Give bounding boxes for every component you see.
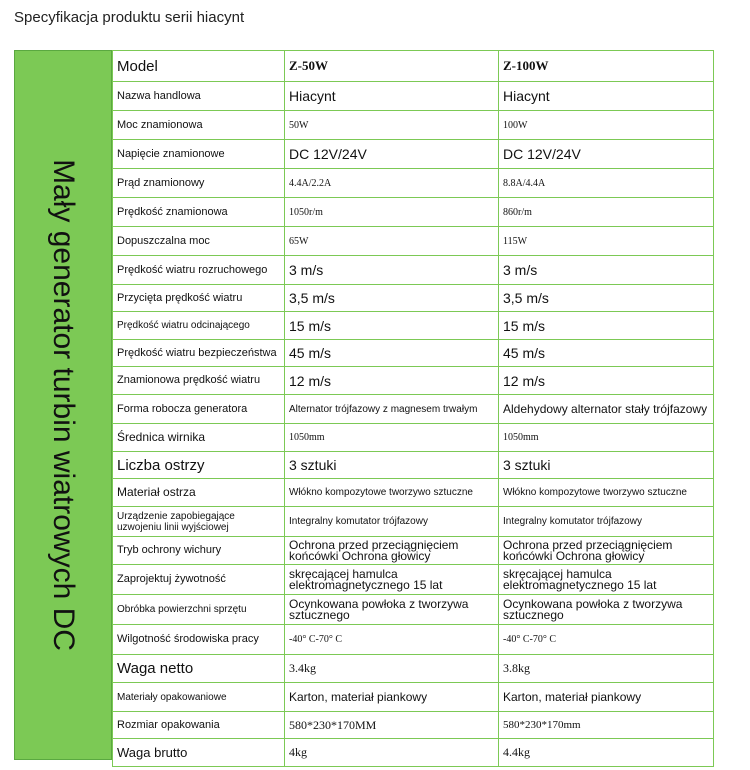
table-row xyxy=(113,565,714,595)
row-value-1: Alternator trójfazowy z magnesem trwałym xyxy=(285,395,499,424)
row-label: Tryb ochrony wichury xyxy=(113,537,285,565)
row-value-2: Integralny komutator trójfazowy xyxy=(499,507,714,537)
row-value-2: 3,5 m/s xyxy=(499,285,714,312)
row-value-2: 4.4kg xyxy=(499,739,714,767)
header-label: Model xyxy=(113,51,285,82)
row-value-2: Ocynkowana powłoka z tworzywa sztucznego xyxy=(499,595,714,625)
row-label: Moc znamionowa xyxy=(113,111,285,140)
row-label: Dopuszczalna moc xyxy=(113,227,285,256)
row-value-1: 45 m/s xyxy=(285,340,499,367)
table-row xyxy=(113,227,714,256)
row-label: Znamionowa prędkość wiatru xyxy=(113,367,285,395)
header-col1: Z-50W xyxy=(285,51,499,82)
row-value-2: 12 m/s xyxy=(499,367,714,395)
table-row xyxy=(113,739,714,767)
row-value-2: skręcającej hamulca elektromagnetycznego 15 lat xyxy=(499,565,714,595)
row-value-1: 4kg xyxy=(285,739,499,767)
table-row xyxy=(113,285,714,312)
row-value-2: 1050mm xyxy=(499,424,714,452)
row-value-1: 50W xyxy=(285,111,499,140)
row-value-1: Ocynkowana powłoka z tworzywa sztucznego xyxy=(285,595,499,625)
row-value-1: 3.4kg xyxy=(285,655,499,683)
row-value-2: Włókno kompozytowe tworzywo sztuczne xyxy=(499,479,714,507)
row-value-2: 860r/m xyxy=(499,198,714,227)
row-value-1: 580*230*170MM xyxy=(285,712,499,739)
table-row xyxy=(113,367,714,395)
row-value-2: 3.8kg xyxy=(499,655,714,683)
row-label: Zaprojektuj żywotność xyxy=(113,565,285,595)
row-value-2: 8.8A/4.4A xyxy=(499,169,714,198)
row-label: Obróbka powierzchni sprzętu xyxy=(113,595,285,625)
row-value-1: 3 m/s xyxy=(285,256,499,285)
table-row xyxy=(113,537,714,565)
row-label: Prąd znamionowy xyxy=(113,169,285,198)
row-label: Prędkość wiatru rozruchowego xyxy=(113,256,285,285)
row-value-2: 15 m/s xyxy=(499,312,714,340)
row-value-1: 12 m/s xyxy=(285,367,499,395)
row-value-2: 3 m/s xyxy=(499,256,714,285)
row-value-2: Hiacynt xyxy=(499,82,714,111)
row-value-2: -40° C-70° C xyxy=(499,625,714,655)
table-row xyxy=(113,169,714,198)
row-value-2: 100W xyxy=(499,111,714,140)
row-value-1: 15 m/s xyxy=(285,312,499,340)
row-value-1: 65W xyxy=(285,227,499,256)
row-label: Liczba ostrzy xyxy=(113,452,285,479)
row-value-1: 4.4A/2.2A xyxy=(285,169,499,198)
table-row xyxy=(113,256,714,285)
row-value-1: 3,5 m/s xyxy=(285,285,499,312)
table-row xyxy=(113,312,714,340)
row-value-2: 115W xyxy=(499,227,714,256)
table-row xyxy=(113,395,714,424)
side-banner-text: Mały generator turbin wiatrowych DC xyxy=(47,159,80,651)
row-label: Forma robocza generatora xyxy=(113,395,285,424)
row-value-2: DC 12V/24V xyxy=(499,140,714,169)
table-row xyxy=(113,479,714,507)
row-value-2: Karton, materiał piankowy xyxy=(499,683,714,712)
row-value-1: Włókno kompozytowe tworzywo sztuczne xyxy=(285,479,499,507)
table-row xyxy=(113,595,714,625)
row-value-1: Karton, materiał piankowy xyxy=(285,683,499,712)
table-row xyxy=(113,82,714,111)
row-label: Prędkość wiatru odcinającego xyxy=(113,312,285,340)
table-header-row xyxy=(113,51,714,82)
row-value-2: 45 m/s xyxy=(499,340,714,367)
row-label: Materiały opakowaniowe xyxy=(113,683,285,712)
table-row xyxy=(113,424,714,452)
row-value-1: Hiacynt xyxy=(285,82,499,111)
row-label: Prędkość wiatru bezpieczeństwa xyxy=(113,340,285,367)
row-value-2: 580*230*170mm xyxy=(499,712,714,739)
table-row xyxy=(113,507,714,537)
row-value-1: skręcającej hamulca elektromagnetycznego 15 lat xyxy=(285,565,499,595)
row-label: Średnica wirnika xyxy=(113,424,285,452)
row-label: Napięcie znamionowe xyxy=(113,140,285,169)
row-label: Wilgotność środowiska pracy xyxy=(113,625,285,655)
row-value-1: 3 sztuki xyxy=(285,452,499,479)
row-value-1: DC 12V/24V xyxy=(285,140,499,169)
table-row xyxy=(113,140,714,169)
row-value-1: 1050mm xyxy=(285,424,499,452)
row-label: Przycięta prędkość wiatru xyxy=(113,285,285,312)
row-value-2: 3 sztuki xyxy=(499,452,714,479)
side-banner xyxy=(14,50,112,760)
row-value-1: Integralny komutator trójfazowy xyxy=(285,507,499,537)
row-value-1: 1050r/m xyxy=(285,198,499,227)
table-row xyxy=(113,452,714,479)
table-row xyxy=(113,655,714,683)
row-label: Urządzenie zapobiegające uzwojeniu linii wyjściowej xyxy=(113,507,285,537)
row-label: Nazwa handlowa xyxy=(113,82,285,111)
table-row xyxy=(113,198,714,227)
row-label: Rozmiar opakowania xyxy=(113,712,285,739)
page-title: Specyfikacja produktu serii hiacynt xyxy=(14,9,245,26)
header-col2: Z-100W xyxy=(499,51,714,82)
row-label: Waga brutto xyxy=(113,739,285,767)
table-row xyxy=(113,625,714,655)
row-value-2: Ochrona przed przeciągnięciem końcówki Ochrona głowicy xyxy=(499,537,714,565)
table-row xyxy=(113,712,714,739)
row-value-2: Aldehydowy alternator stały trójfazowy xyxy=(499,395,714,424)
row-label: Waga netto xyxy=(113,655,285,683)
row-label: Prędkość znamionowa xyxy=(113,198,285,227)
row-label: Materiał ostrza xyxy=(113,479,285,507)
row-value-1: Ochrona przed przeciągnięciem końcówki Ochrona głowicy xyxy=(285,537,499,565)
table-row xyxy=(113,340,714,367)
table-row xyxy=(113,111,714,140)
table-row xyxy=(113,683,714,712)
row-value-1: -40° C-70° C xyxy=(285,625,499,655)
spec-table xyxy=(112,50,714,767)
